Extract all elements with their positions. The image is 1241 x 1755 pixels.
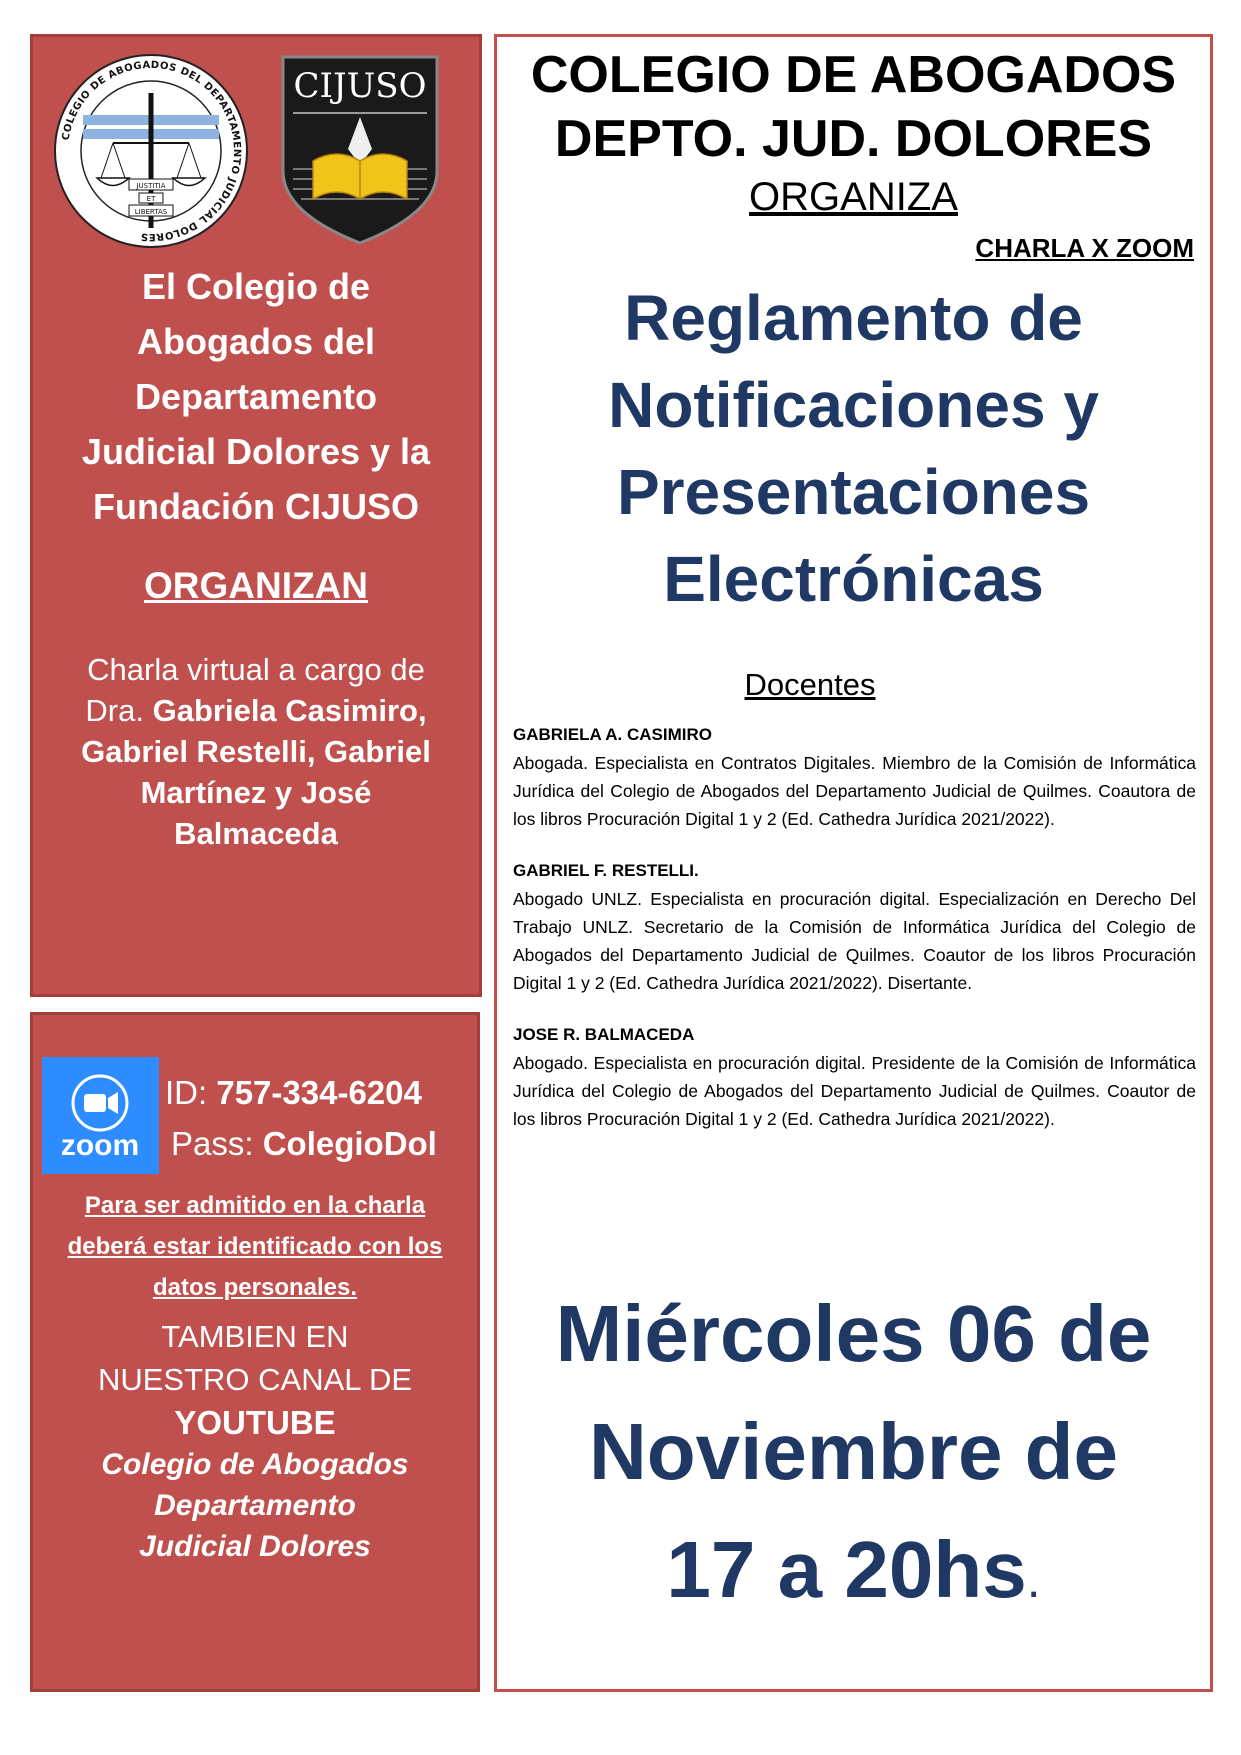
intro-line: Fundación CIJUSO xyxy=(92,486,420,527)
intro-line: Departamento xyxy=(134,376,378,417)
zoom-pass-label: Pass: xyxy=(171,1125,263,1162)
speaker-names: Gabriel Restelli, Gabriel xyxy=(81,734,431,769)
zoom-credentials xyxy=(165,1067,485,1169)
notice-line: deberá estar identificado con los xyxy=(67,1233,443,1260)
speaker-names: Martínez y José xyxy=(140,775,372,810)
zoom-id-value[interactable]: 757-334-6204 xyxy=(216,1074,422,1111)
youtube-info xyxy=(33,1315,477,1567)
charla-zoom-label: CHARLA X ZOOM xyxy=(975,233,1194,263)
channel-line: Colegio de Abogados xyxy=(101,1448,409,1481)
tambien-line: TAMBIEN EN xyxy=(161,1319,349,1354)
speaker-names: Balmaceda xyxy=(174,816,338,851)
docentes-heading: Docentes xyxy=(744,667,876,702)
bio-name: GABRIEL F. RESTELLI. xyxy=(513,861,699,880)
speaker-names: Gabriela Casimiro, xyxy=(152,693,427,728)
title-line: Presentaciones xyxy=(616,456,1091,528)
right-panel xyxy=(494,34,1213,1692)
date-line: Noviembre de xyxy=(588,1407,1119,1496)
charla-line: Charla virtual a cargo de xyxy=(87,652,425,687)
zoom-logo xyxy=(42,1057,159,1174)
date-line: 17 a 20hs xyxy=(666,1525,1027,1614)
bio-name: JOSE R. BALMACEDA xyxy=(513,1025,695,1044)
channel-line: Departamento xyxy=(154,1489,356,1522)
colegio-ring-text: COLEGIO DE ABOGADOS DEL DEPARTAMENTO JUDICIAL DOLORES xyxy=(60,59,243,243)
intro-text xyxy=(33,259,479,534)
bio-text: Abogado UNLZ. Especialista en procuración digital. Especialización en Derecho Del Trabajo UNLZ. Secretario de la Comisión de Informática Jurídica del Colegio de Abogados del Departamento Judicial de Quilmes. Coautor de los libros Procuración Digital 1 y 2 (Ed. Cathedra Jurídica 2021/2022). Disertante. xyxy=(513,889,1196,993)
header-line: COLEGIO DE ABOGADOS xyxy=(530,46,1177,104)
event-date xyxy=(497,1275,1210,1639)
header-line: DEPTO. JUD. DOLORES xyxy=(554,110,1153,168)
notice-line: datos personales. xyxy=(152,1274,358,1301)
bio-text: Abogado. Especialista en procuración digital. Presidente de la Comisión de Informática Jurídica del Colegio de Abogados del Departamento Judicial de Quilmes. Coautor de los libros Procuración Digital 1 y 2 (Ed. Cathedra Jurídica 2021/2022). xyxy=(513,1053,1196,1129)
channel-name[interactable] xyxy=(33,1444,477,1567)
date-line: Miércoles 06 de xyxy=(555,1289,1152,1378)
zoom-pass-value[interactable]: ColegioDol xyxy=(262,1125,437,1162)
tambien-line: NUESTRO CANAL DE xyxy=(97,1362,413,1397)
title-line: Notificaciones y xyxy=(608,369,1099,441)
channel-line: Judicial Dolores xyxy=(139,1530,371,1563)
cijuso-logo xyxy=(277,53,443,245)
charla-prefix: Dra. xyxy=(85,693,153,728)
colegio-logo xyxy=(53,53,249,249)
ribbon-text-1: JUSTITIA xyxy=(136,182,166,190)
ribbon-text-3: LIBERTAS xyxy=(134,208,168,216)
bio-block xyxy=(513,721,1196,833)
header-title xyxy=(497,43,1210,171)
title-line: Electrónicas xyxy=(663,543,1044,615)
cijuso-logo-text: CIJUSO xyxy=(293,66,427,106)
date-dot: . xyxy=(1026,1552,1041,1608)
bio-block xyxy=(513,857,1196,997)
intro-line: Abogados del xyxy=(136,321,375,362)
organiza-label: ORGANIZA xyxy=(749,175,958,219)
bio-text: Abogada. Especialista en Contratos Digitales. Miembro de la Comisión de Informática Jurídica del Colegio de Abogados del Departamento Judicial de Quilmes. Coautora de los libros Procuración Digital 1 y 2 (Ed. Cathedra Jurídica 2021/2022). xyxy=(513,753,1196,829)
youtube-label: YOUTUBE xyxy=(174,1404,336,1441)
zoom-logo-text: zoom xyxy=(60,1129,140,1162)
left-bottom-panel xyxy=(30,1012,480,1692)
ribbon-text-2: ET xyxy=(146,195,156,203)
left-top-panel xyxy=(30,34,482,997)
bios xyxy=(513,721,1196,1133)
charla-description xyxy=(33,649,479,854)
intro-line: El Colegio de xyxy=(141,266,371,307)
intro-line: Judicial Dolores y la xyxy=(81,431,431,472)
admission-notice xyxy=(33,1185,477,1308)
bio-block xyxy=(513,1021,1196,1133)
notice-line: Para ser admitido en la charla xyxy=(84,1192,426,1219)
zoom-id-label: ID: xyxy=(165,1074,217,1111)
organizan-heading: ORGANIZAN xyxy=(143,565,369,606)
bio-name: GABRIELA A. CASIMIRO xyxy=(513,725,712,744)
event-title xyxy=(497,275,1210,623)
title-line: Reglamento de xyxy=(624,282,1083,354)
